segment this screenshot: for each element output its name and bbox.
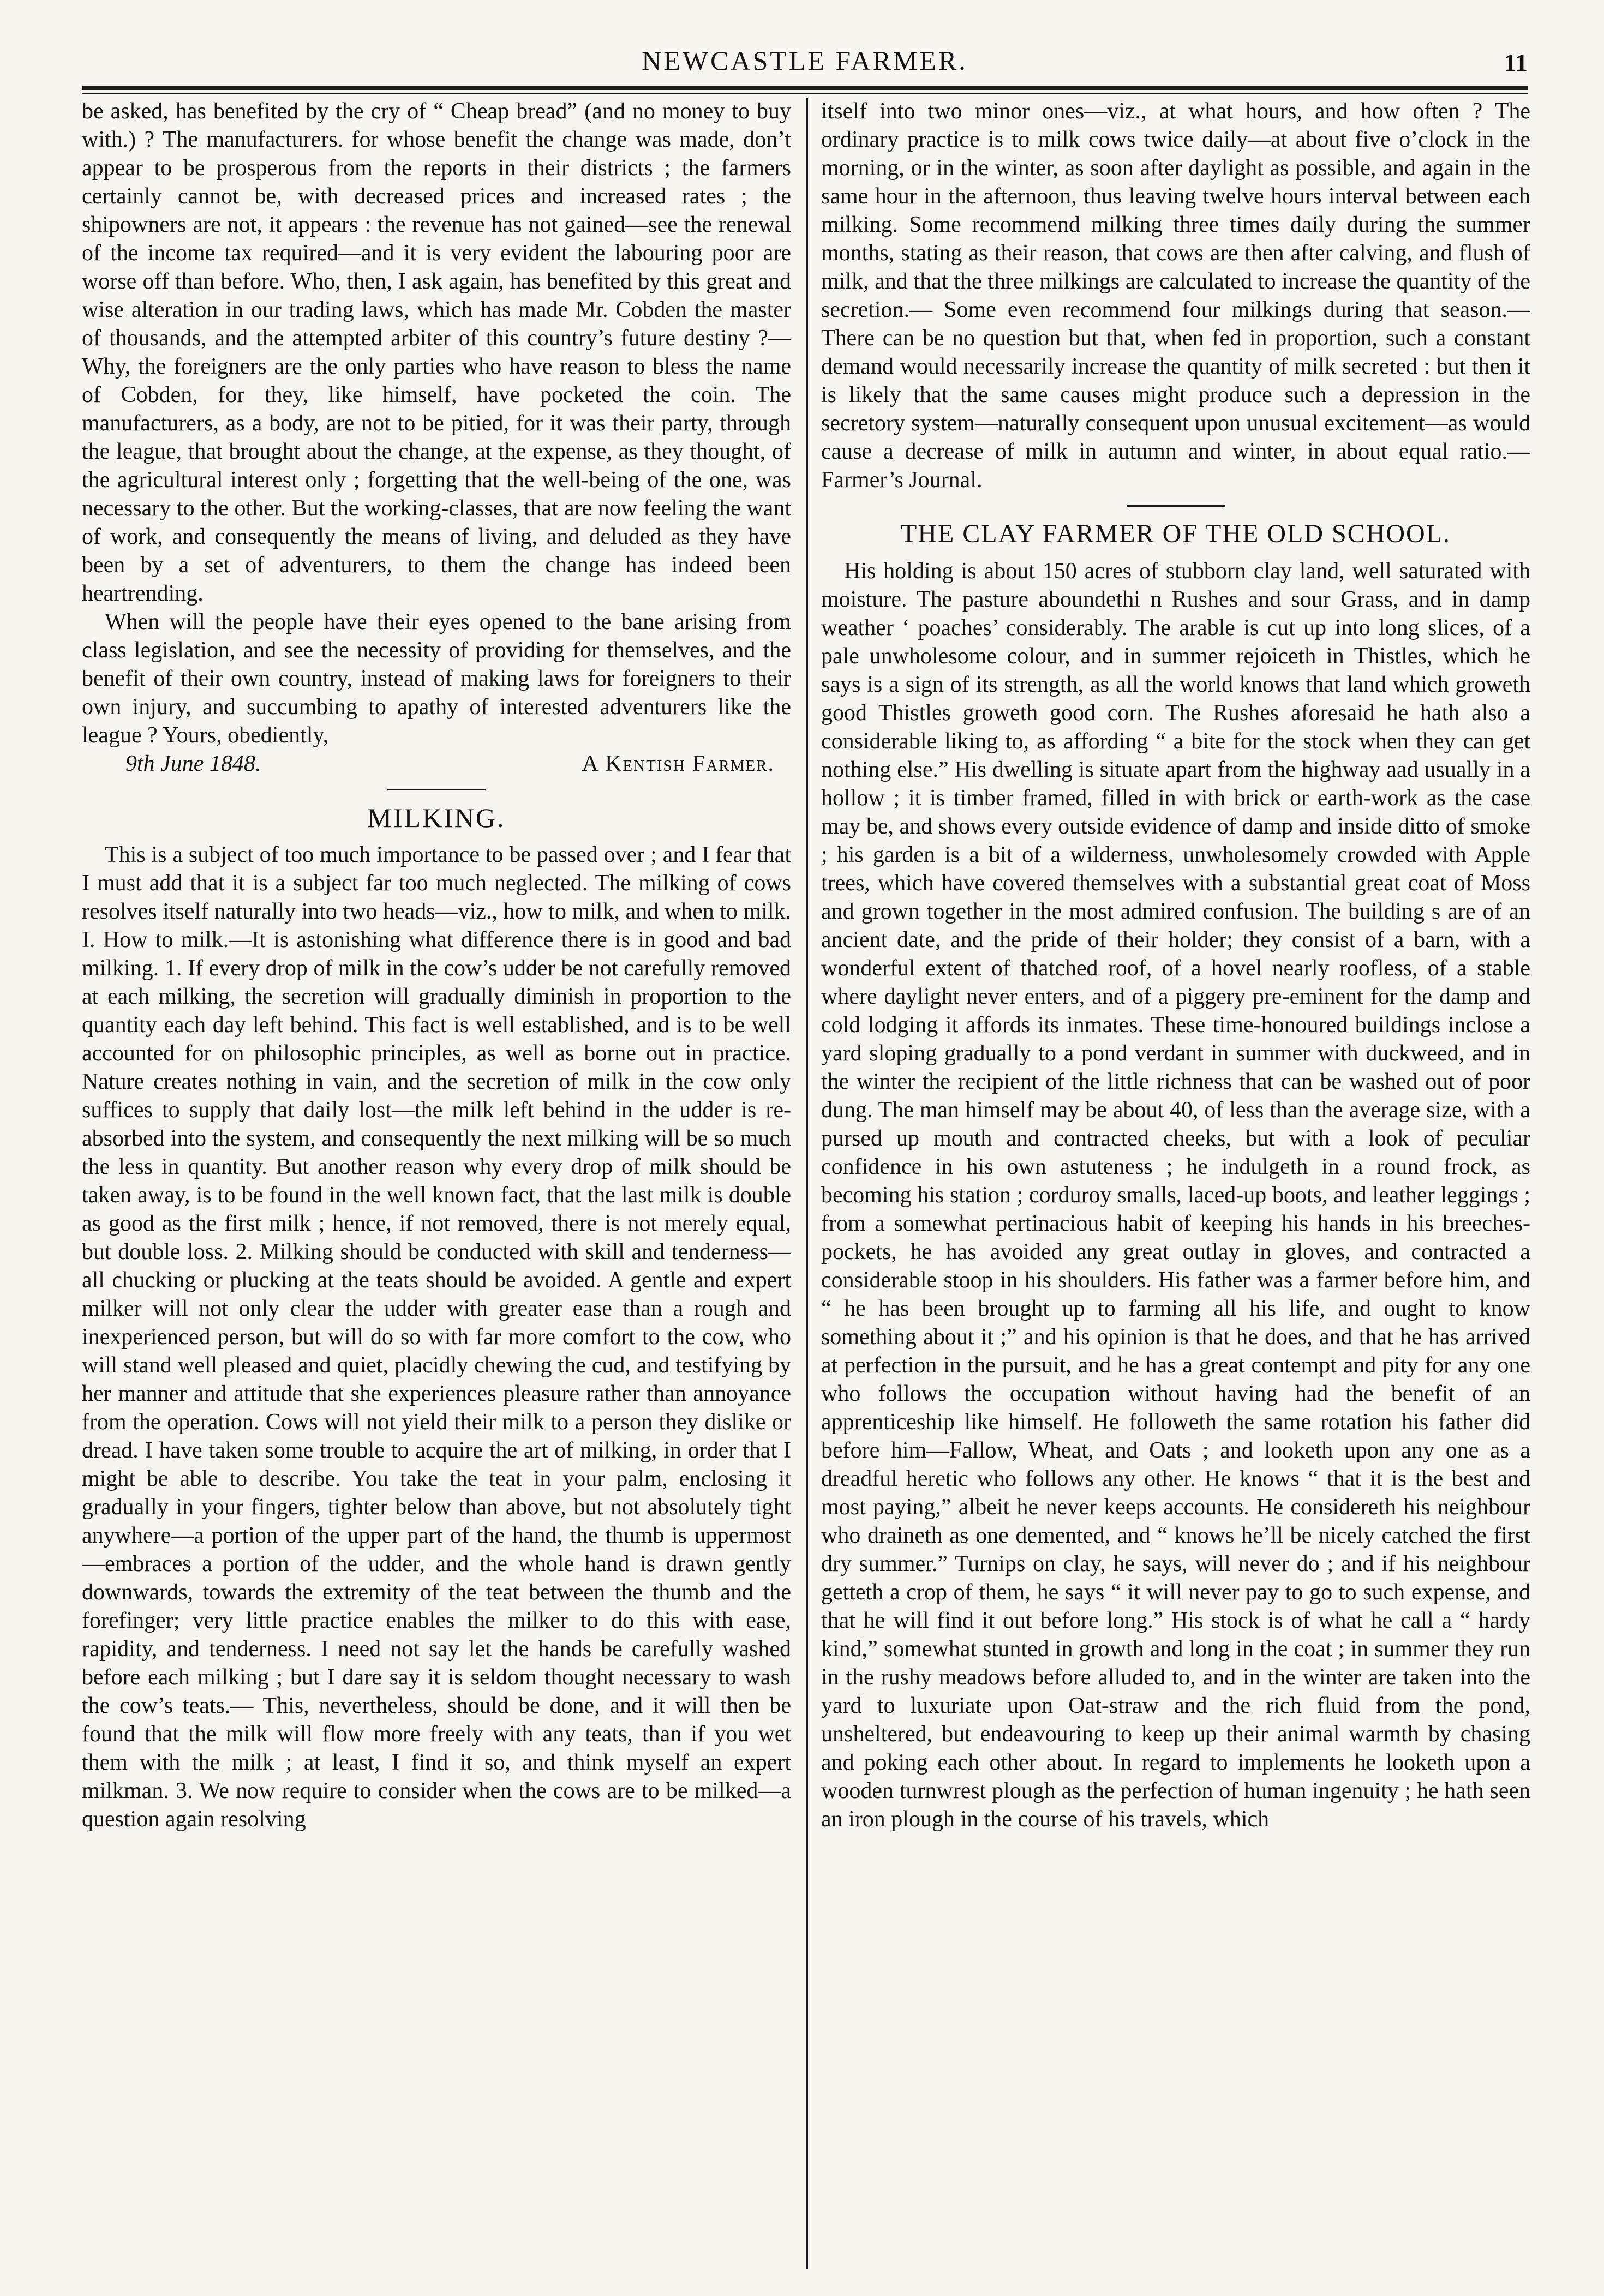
page-number: 11 <box>1504 49 1528 76</box>
header-rule-thick <box>82 86 1528 90</box>
milking-heading: MILKING. <box>367 802 506 833</box>
letter-paragraph-2: When will the people have their eyes opened to the bane arising from class legislation, and see the necessity of providing for themselves, and the benefit of their own country, instead of making laws for foreigners to their own injury, and succumbing to apathy of interested adventurers like the league ? Yours, obediently, <box>82 609 791 748</box>
milking-article-continuation: itself into two minor ones—viz., at what hours, and how often ? The ordinary practice is to milk cows twice daily—at about five o’clock in the morning, or in the winter, as soon after daylight as possible, and again in the same hour in the afternoon, thus leaving twelve hours interval between each milking. Some recommend milking three times daily during the summer months, stating as their reason, that cows are then after calving, and flush of milk, and that the three milkings are calculated to increase the quantity of the secretion.— Some even recommend four milkings during that season.— There can be no question but that, when fed in proportion, such a constant demand would necessarily increase the quantity of milk secreted : but then it is likely that the same causes might produce such a depression in the secretory system—naturally consequent upon unusual excitement—as would cause a decrease of milk in autumn and winter, in about equal ratio.—Farmer’s Journal. <box>821 99 1530 493</box>
header-rule-thin <box>82 93 1528 94</box>
letter-paragraph-1: be asked, has benefited by the cry of “ Cheap bread” (and no money to buy with.) ? The manufacturers. for whose benefit the change was made, don’t appear to be prosperous from the reports in their districts ; the farmers certainly cannot be, with decreased prices and increased rates ; the shipowners are not, it appears : the revenue has not gained—see the renewal of the income tax required—and it is very evident the labouring poor are worse off than before. Who, then, I ask again, has benefited by this great and wise alteration in our trading laws, which has made Mr. Cobden the master of thousands, and the attempted arbiter of this country’s future destiny ?— Why, the foreigners are the only parties who have reason to bless the name of Cobden, for they, like himself, have pocketed the coin. The manufacturers, as a body, are not to be pitied, for it was their party, through the league, that brought about the change, at the expense, as they thought, of the agricultural interest only ; forgetting that the well-being of the one, was necessary to the other. But the working-classes, that are now feeling the want of work, and consequently the means of living, and deluded as they have been by a set of adventurers, to them the change has indeed been heartrending. <box>82 99 791 606</box>
clay-farmer-article-text: His holding is about 150 acres of stubborn clay land, well saturated with moisture. The pasture aboundethi n Rushes and sour Grass, and in damp weather ‘ poaches’ considerably. The arable is cut up into long slices, of a pale unwholesome colour, and in summer rejoiceth in Thistles, which he says is a sign of its strength, as all the world knows that land which groweth good Thistles groweth good corn. The Rushes aforesaid he hath also a considerable liking to, as affording “ a bite for the stock when they can get nothing else.” His dwelling is situate apart from the highway aad usually in a hollow ; it is timber framed, filled in with brick or earth-work as the case may be, and shows every outside evidence of damp and inside ditto of smoke ; his garden is a bit of a wilderness, unwholesomely crowded with Apple trees, which have covered themselves with a substantial great coat of Moss and grown together in the most admired confusion. The building s are of an ancient date, and the pride of their holder; they consist of a barn, with a wonderful extent of thatched roof, of a hovel nearly roofless, of a stable where daylight never enters, and of a piggery pre-eminent for the damp and cold lodging it affords its inmates. These time-honoured buildings inclose a yard sloping gradually to a pond verdant in summer with duckweed, and in the winter the recipient of the little richness that can be washed out of poor dung. The man himself may be about 40, of less than the average size, with a pursed up mouth and contracted cheeks, but with a look of peculiar confidence in his own astuteness ; he indulgeth in a round frock, as becoming his station ; corduroy smalls, laced-up boots, and leather leggings ; from a somewhat pertinacious habit of keeping his hands in his breeches-pockets, he has avoided any great outlay in gloves, and contracted a considerable stoop in his shoulders. His father was a farmer before him, and “ he has been brought up to farming all his life, and ought to know something about it ;” and his opinion is that he does, and that he has arrived at perfection in the pursuit, and he has a great contempt and pity for any one who follows the occupation without having had the benefit of an apprenticeship like himself. He followeth the same rotation his father did before him—Fallow, Wheat, and Oats ; and looketh upon any one as a dreadful heretic who follows any other. He knows “ that it is the best and most paying,” albeit he never keeps accounts. He considereth his neighbour who draineth as one demented, and “ knows he’ll be nicely catched the first dry summer.” Turnips on clay, he says, will never do ; and if his neighbour getteth a crop of them, he says “ it will never pay to go to such expense, and that he will find it out before long.” His stock is of what he call a “ hardy kind,” somewhat stunted in growth and long in the coat ; in summer they run in the rushy meadows before alluded to, and in the winter are taken into the yard to luxuriate upon Oat-straw and the rich fluid from the pond, unsheltered, but endeavouring to keep up their animal warmth by chasing and poking each other about. In regard to implements he looketh upon a wooden turnwrest plough as the perfection of human ingenuity ; he hath seen an iron plough in the course of his travels, which <box>821 559 1530 1832</box>
right-column <box>821 97 1530 2274</box>
signature-name: A Kentish Farmer. <box>582 751 775 776</box>
section-divider <box>1127 505 1225 507</box>
clay-farmer-heading: THE CLAY FARMER OF THE OLD SCHOOL. <box>900 519 1451 548</box>
left-column <box>82 97 791 2274</box>
page-header <box>82 45 1528 85</box>
signature-date: 9th June 1848. <box>125 751 261 776</box>
masthead: NEWCASTLE FARMER. <box>642 45 968 76</box>
section-divider <box>387 789 486 790</box>
milking-article-text: This is a subject of too much importance to be passed over ; and I fear that I must add that it is a subject far too much neglected. The milking of cows resolves itself naturally into two heads—viz., how to milk, and when to milk. I. How to milk.—It is astonishing what difference there is in good and bad milking. 1. If every drop of milk in the cow’s udder be not carefully removed at each milking, the secretion will gradually diminish in proportion to the quantity each day left behind. This fact is well established, and is to be well accounted for on philosophic principles, as well as borne out in practice. Nature creates nothing in vain, and the secretion of milk in the cow only suffices to supply that daily lost—the milk left behind in the udder is re-absorbed into the system, and consequently the next milking will be so much the less in quantity. But another reason why every drop of milk should be taken away, is to be found in the well known fact, that the last milk is double as good as the first milk ; hence, if not removed, there is not merely equal, but double loss. 2. Milking should be conducted with skill and tenderness—all chucking or plucking at the teats should be avoided. A gentle and expert milker will not only clear the udder with greater ease than a rough and inexperienced person, but will do so with far more comfort to the cow, who will stand well pleased and quiet, placidly chewing the cud, and testifying by her manner and attitude that she experiences pleasure rather than annoyance from the operation. Cows will not yield their milk to a person they dislike or dread. I have taken some trouble to acquire the art of milking, in order that I might be able to describe. You take the teat in your palm, enclosing it gradually in your fingers, tighter below than above, but not absolutely tight anywhere—a portion of the upper part of the hand, the thumb is uppermost—embraces a portion of the udder, and the whole hand is drawn gently downwards, towards the extremity of the teat between the thumb and the forefinger; very little practice enables the milker to do this with ease, rapidity, and tenderness. I need not say let the hands be carefully washed before each milking ; but I dare say it is seldom thought necessary to wash the cow’s teats.— This, nevertheless, should be done, and it will then be found that the milk will flow more freely with any teats, than if you wet them with the milk ; at least, I find it so, and think myself an expert milkman. 3. We now require to consider when the cows are to be milked—a question again resolving <box>82 842 791 1832</box>
letter-signature <box>82 750 791 778</box>
column-divider <box>806 98 808 2269</box>
